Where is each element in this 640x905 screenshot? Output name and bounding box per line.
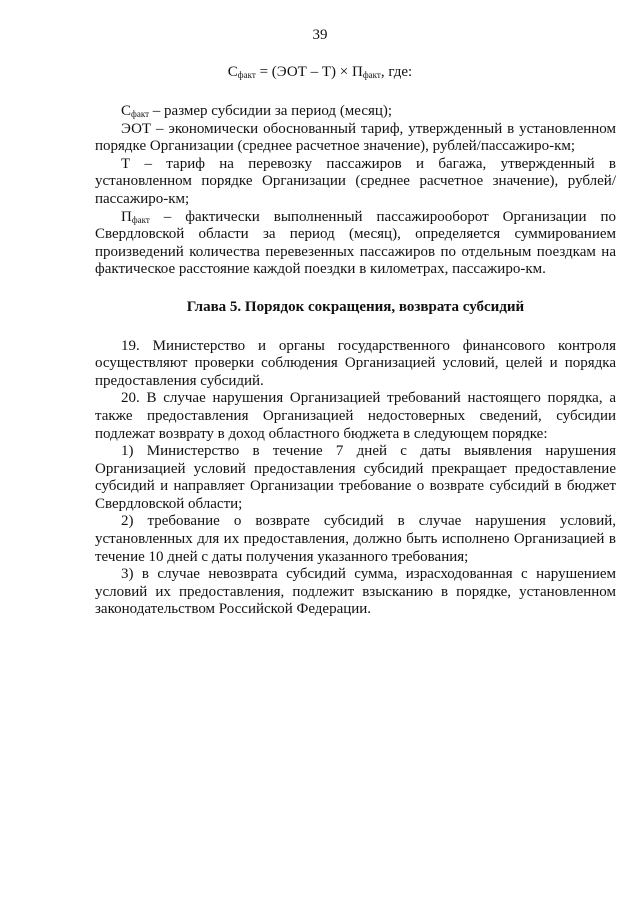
definition-subscript: факт	[131, 109, 150, 119]
definition-symbol: П	[121, 208, 132, 225]
formula-tail: , где:	[380, 64, 413, 80]
definition-paragraph	[95, 103, 616, 121]
definition-paragraph	[95, 121, 616, 156]
formula-rhs-subscript: факт	[362, 70, 381, 80]
formula-lhs-subscript: факт	[237, 70, 256, 80]
definition-symbol: Т	[121, 155, 131, 172]
clause-paragraph: 1) Министерство в течение 7 дней с даты выявления нарушения Организацией условий предоставления субсидий прекращает предоставление субсидий и направляет Организации требование о возврате субсидий в бюджет Свердловской области;	[95, 443, 616, 512]
chapter-title: Глава 5. Порядок сокращения, возврата субсидий	[186, 298, 525, 315]
page-number: 39	[312, 27, 328, 43]
formula-middle: = (ЭОТ – Т) × П	[255, 64, 363, 80]
clause-paragraph: 19. Министерство и органы государственного финансового контроля осуществляют проверки соблюдения Организацией условий, целей и порядка предоставления субсидий.	[95, 337, 616, 389]
definition-text: – экономически обоснованный тариф, утвержденный в установленном порядке Организации (среднее расчетное значение), рублей/пассажиро-км;	[95, 120, 616, 155]
definition-text: – фактически выполненный пассажирооборот Организации по Свердловской области за период (месяц), определяется суммированием произведений количества перевезенных пассажиров по отдельным поездкам на фактическое расстояние каждой поездки в километрах, пассажиро-км.	[95, 208, 616, 278]
clause-paragraph: 2) требование о возврате субсидий в случае нарушения условий, установленных для их предоставления, должно быть исполнено Организацией в течение 10 дней с даты получения указанного требования;	[95, 513, 616, 565]
subsidy-formula	[0, 63, 640, 84]
definition-text: – тариф на перевозку пассажиров и багажа, утвержденный в установленном порядке Организации (среднее расчетное значение), рублей/пассажиро-км;	[95, 155, 616, 207]
definition-paragraph	[95, 209, 616, 279]
definition-symbol: ЭОТ	[121, 120, 152, 137]
document-body	[95, 103, 616, 619]
definition-paragraph	[95, 156, 616, 209]
definition-text: – размер субсидии за период (месяц);	[149, 103, 393, 119]
clause-paragraph: 3) в случае невозврата субсидий сумма, израсходованная с нарушением условий их предоставления, подлежит взысканию в порядке, установленном законодательством Российской Федерации.	[95, 566, 616, 618]
definition-symbol: С	[121, 103, 132, 119]
definition-subscript: факт	[131, 214, 150, 225]
formula-lhs-symbol: С	[227, 64, 238, 80]
clause-paragraph: 20. В случае нарушения Организацией требований настоящего порядка, а также предоставления Организацией недостоверных сведений, субсидии подлежат возврату в доход областного бюджета в следующем порядке:	[95, 390, 616, 442]
